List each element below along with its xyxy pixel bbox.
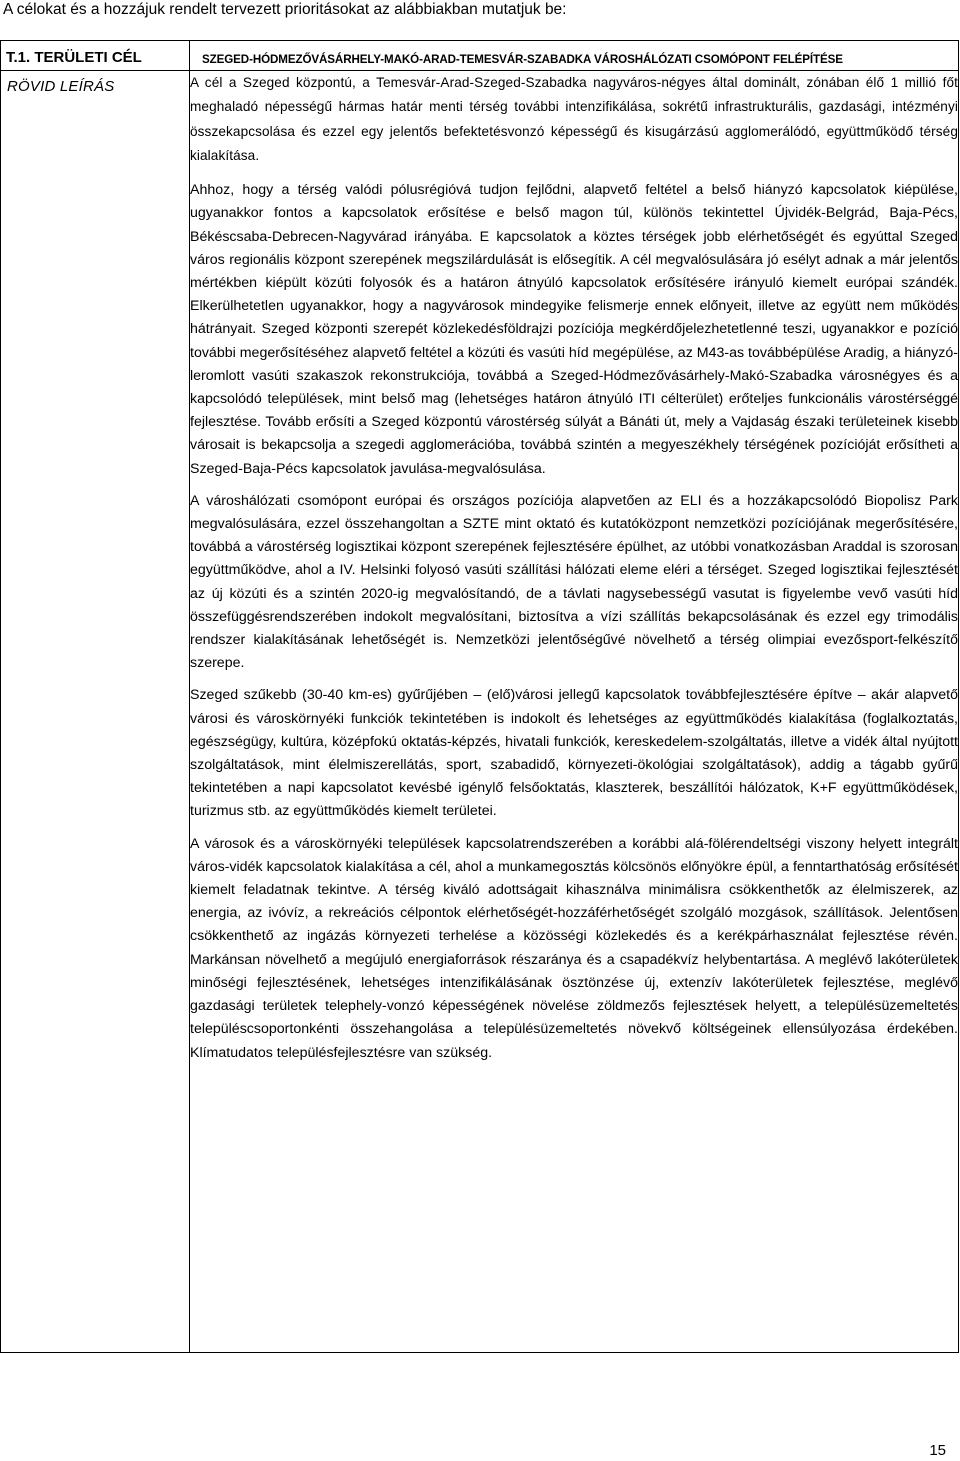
description-paragraph-1: Ahhoz, hogy a térség valódi pólusrégióvá tudjon fejlődni, alapvető feltétel a belső hiányzó kapcsolatok kiépülése, ugyanakkor fontos a kapcsolatok erősítése e belső magon túl, különös tekintettel Újvidék-Belgrád, Baja-Pécs, Békéscsaba-Debrecen-Nagyvárad irányába. E kapcsolatok a köztes térségek jobb elérhetőségét és egyúttal Szeged város regionális központ szerepének megszilárdulását is elősegítik. A cél megvalósulására jó esélyt adnak a már jelentős mértékben kiépült közúti folyosók és a határon átnyúló kapcsolatok erősítésére irányuló kiemelt európai szándék. Elkerülhetetlen ugyanakkor, hogy a nagyvárosok mindegyike felismerje ennek előnyeit, illetve az együtt nem működés hátrányait. Szeged központi szerepét közlekedésföldrajzi pozíciója megkérdőjelezhetetlenné teszi, ugyanakkor e pozíció további megerősítéséhez alapvető feltétel a közúti és vasúti híd megépülése, az M43-as továbbépülése Aradig, a hiányzó-leromlott vasúti szakaszok rekonstrukciója, továbbá a Szeged-Hódmezővásárhely-Makó-Szabadka városnégyes és a kapcsolódó települések, mint belső mag (lehetséges határon átnyúló ITI célterület) erőteljes funkcionális várostérséggé fejlesztése. Tovább erősíti a Szeged központú várostérség súlyát a Bánáti út, mely a Vajdaság északi területeinek kisebb városait is bekapcsolja a szegedi agglomerációba, továbbá szintén a megyeszékhely térségének pozícióját erősítheti a Szeged-Baja-Pécs kapcsolatok javulása-megvalósulása. [190, 182, 958, 477]
goal-table [0, 40, 959, 1353]
description-paragraph-3: Szeged szűkebb (30-40 km-es) gyűrűjében – (elő)városi jellegű kapcsolatok továbbfejlesztésére építve – akár alapvető városi és városkörnyéki funkciók tekintetében is indokolt és lehetséges az együttműködés kialakítása (foglalkoztatás, egészségügy, kultúra, középfokú oktatás-képzés, hivatali funkciók, kereskedelem-szolgáltatás, illetve a vidék által nyújtott szolgáltatások, mint élelmiszerellátás, sport, szabadidő, környezeti-ökológiai szolgáltatások), addig a tágabb gyűrű tekintetében a napi kapcsolatot kevésbé igénylő felsőoktatás, klaszterek, beszállítói hálózatok, K+F együttműködések, turizmus stb. az együttműködés kiemelt területei. [190, 687, 958, 820]
page-number: 15 [929, 1442, 946, 1459]
goal-description-row [1, 71, 959, 1353]
short-description-label-cell [1, 71, 190, 1353]
goal-header-row [1, 41, 959, 71]
goal-description-cell [190, 71, 959, 1353]
description-paragraph-2: A városhálózati csomópont európai és országos pozíciója alapvetően az ELI és a hozzákapcsolódó Biopolisz Park megvalósulására, ezzel összehangoltan a SZTE mint oktató és kutatóközpont nemzetközi pozíciójának megerősítésére, továbbá a várostérség logisztikai központ szerepének fejlesztésére épülhet, az utóbbi vonatkozásban Araddal is szorosan együttműködve, ahol a IV. Helsinki folyosó vasúti szállítási hálózati eleme eléri a térséget. Szeged logisztikai fejlesztését az új közúti és a szintén 2020-ig megvalósítandó, de a távlati nagysebességű vasutat is figyelembe vevő vasúti híd összefüggésrendszerében indokolt megvalósítani, biztosítva a vízi szállítás bekapcsolásának és ezzel egy trimodális rendszer kialakításának lehetőségét is. Nemzetközi jelentőségűvé növelhető a térség olimpiai evezősport-felkészítő szerepe. [190, 492, 958, 672]
goal-id-label: T.1. TERÜLETI CÉL [6, 49, 142, 66]
short-description-label: RÖVID LEÍRÁS [7, 78, 115, 95]
goal-title: SZEGED-HÓDMEZŐVÁSÁRHELY-MAKÓ-ARAD-TEMESVÁR-SZABADKA VÁROSHÁLÓZATI CSOMÓPONT FELÉPÍTÉSE [202, 53, 843, 66]
intro-sentence: A célokat és a hozzájuk rendelt tervezett prioritásokat az alábbiakban mutatjuk be: [3, 1, 567, 18]
goal-title-cell [190, 41, 959, 71]
goal-id-cell [1, 41, 190, 71]
goal-summary: A cél a Szeged központú, a Temesvár-Arad-Szeged-Szabadka nagyváros-négyes által dominált, zónában élő 1 millió főt meghaladó népességű hármas határ menti térség további intenzifikálása, sokrétű infrastrukturális, gazdasági, intézményi összekapcsolása és ezzel egy jelentős befektetésvonzó képességű és kisugárzású agglomerálódó, együttműködő térség kialakítása. [190, 75, 958, 163]
description-paragraph-4: A városok és a városkörnyéki települések kapcsolatrendszerében a korábbi alá-fölérendeltségi viszony helyett integrált város-vidék kapcsolatok kialakítása a cél, ahol a munkamegosztás kölcsönös előnyökre épül, a fenntarthatóság erősítését kiemelt feladatnak tekintve. A térség kiváló adottságait kihasználva minimálisra csökkenthetők az élelmiszerek, az energia, az ivóvíz, a rekreációs célpontok elérhetőségét-hozzáférhetőségét szolgáló mozgások, szállítások. Jelentősen csökkenthető az ingázás környezeti terhelése a közösségi közlekedés és a kerékpárhasználat fejlesztése révén. Markánsan növelhető a megújuló energiaforrások részaránya és a csapadékvíz helybentartása. A meglévő lakóterületek minőségi fejlesztésének, lehetséges intenzifikálásának ösztönzése új, extenzív lakóterületek fejlesztése, meglévő gazdasági területek telephely-vonzó képességének növelése zöldmezős fejlesztések helyett, a településüzemeltetés településcsoportonkénti összehangolása a településüzemeltetés növekvő költségeinek ellensúlyozása érdekében. Klímatudatos településfejlesztésre van szükség. [190, 835, 958, 1061]
